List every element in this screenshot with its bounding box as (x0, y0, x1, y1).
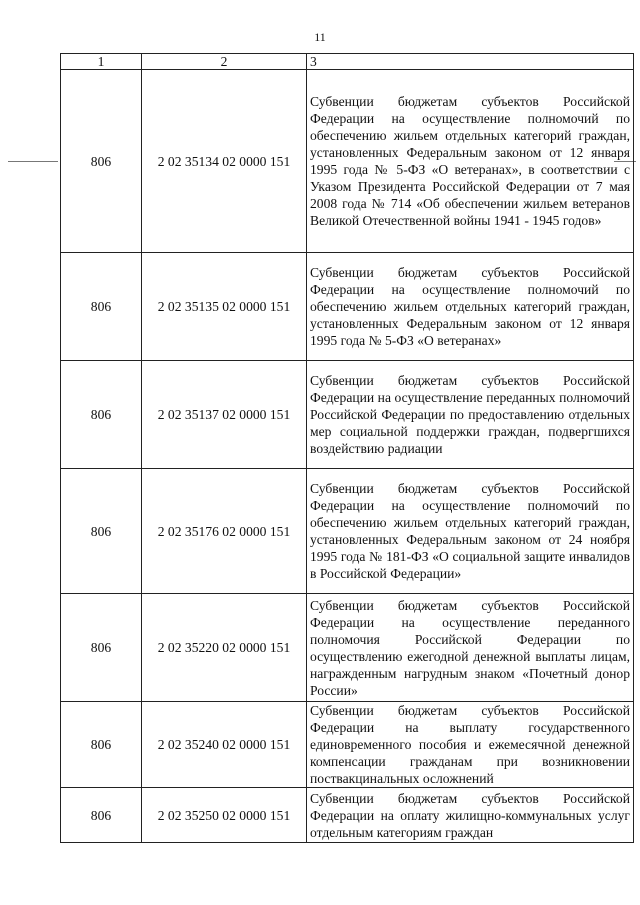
page-number: 11 (314, 30, 326, 44)
admin-code-cell: 806 (61, 361, 142, 469)
header-col-3: 3 (307, 54, 634, 70)
admin-code-cell: 806 (61, 70, 142, 253)
kbk-code-cell: 2 02 35134 02 0000 151 (142, 70, 307, 253)
description-cell: Субвенции бюджетам субъектов Российской Федерации на осуществление переданных полномочий Российской Федерации по предоставлению отдельных мер социальной поддержки граждан, подвергшихся воздействию радиации (307, 361, 634, 469)
admin-code-cell: 806 (61, 469, 142, 594)
description-cell: Субвенции бюджетам субъектов Российской Федерации на осуществление полномочий по обеспечению жильем отдельных категорий граждан, установленных Федеральным законом от 12 января 1995 года № 5-ФЗ «О ветеранах», в соответствии с Указом Президента Российской Федерации от 7 мая 2008 года № 714 «Об обеспечении жильем ветеранов Великой Отечественной войны 1941 - 1945 годов» (307, 70, 634, 253)
scan-mark-left (8, 161, 58, 162)
budget-classification-table (60, 53, 634, 843)
description-cell: Субвенции бюджетам субъектов Российской Федерации на осуществление переданного полномочия Российской Федерации по осуществлению ежегодной денежной выплаты лицам, награжденным нагрудным знаком «Почетный донор России» (307, 594, 634, 702)
admin-code-cell: 806 (61, 253, 142, 361)
admin-code-cell: 806 (61, 788, 142, 843)
table-row (61, 594, 634, 702)
kbk-code-cell: 2 02 35220 02 0000 151 (142, 594, 307, 702)
table-row (61, 788, 634, 843)
table-row (61, 469, 634, 594)
kbk-code-cell: 2 02 35176 02 0000 151 (142, 469, 307, 594)
description-cell: Субвенции бюджетам субъектов Российской Федерации на выплату государственного единовременного пособия и ежемесячной денежной компенсации гражданам при возникновении поствакцинальных осложнений (307, 702, 634, 788)
description-cell: Субвенции бюджетам субъектов Российской Федерации на осуществление полномочий по обеспечению жильем отдельных категорий граждан, установленных Федеральным законом от 12 января 1995 года № 5-ФЗ «О ветеранах» (307, 253, 634, 361)
kbk-code-cell: 2 02 35137 02 0000 151 (142, 361, 307, 469)
header-col-1: 1 (61, 54, 142, 70)
table-row (61, 361, 634, 469)
table-row (61, 702, 634, 788)
description-cell: Субвенции бюджетам субъектов Российской Федерации на осуществление полномочий по обеспечению жильем отдельных категорий граждан, установленных Федеральным законом от 24 ноября 1995 года № 181-ФЗ «О социальной защите инвалидов в Российской Федерации» (307, 469, 634, 594)
description-cell: Субвенции бюджетам субъектов Российской Федерации на оплату жилищно-коммунальных услуг отдельным категориям граждан (307, 788, 634, 843)
header-col-2: 2 (142, 54, 307, 70)
kbk-code-cell: 2 02 35135 02 0000 151 (142, 253, 307, 361)
admin-code-cell: 806 (61, 594, 142, 702)
admin-code-cell: 806 (61, 702, 142, 788)
kbk-code-cell: 2 02 35240 02 0000 151 (142, 702, 307, 788)
kbk-code-cell: 2 02 35250 02 0000 151 (142, 788, 307, 843)
table-row (61, 253, 634, 361)
table-row (61, 70, 634, 253)
table-header-row (61, 54, 634, 70)
